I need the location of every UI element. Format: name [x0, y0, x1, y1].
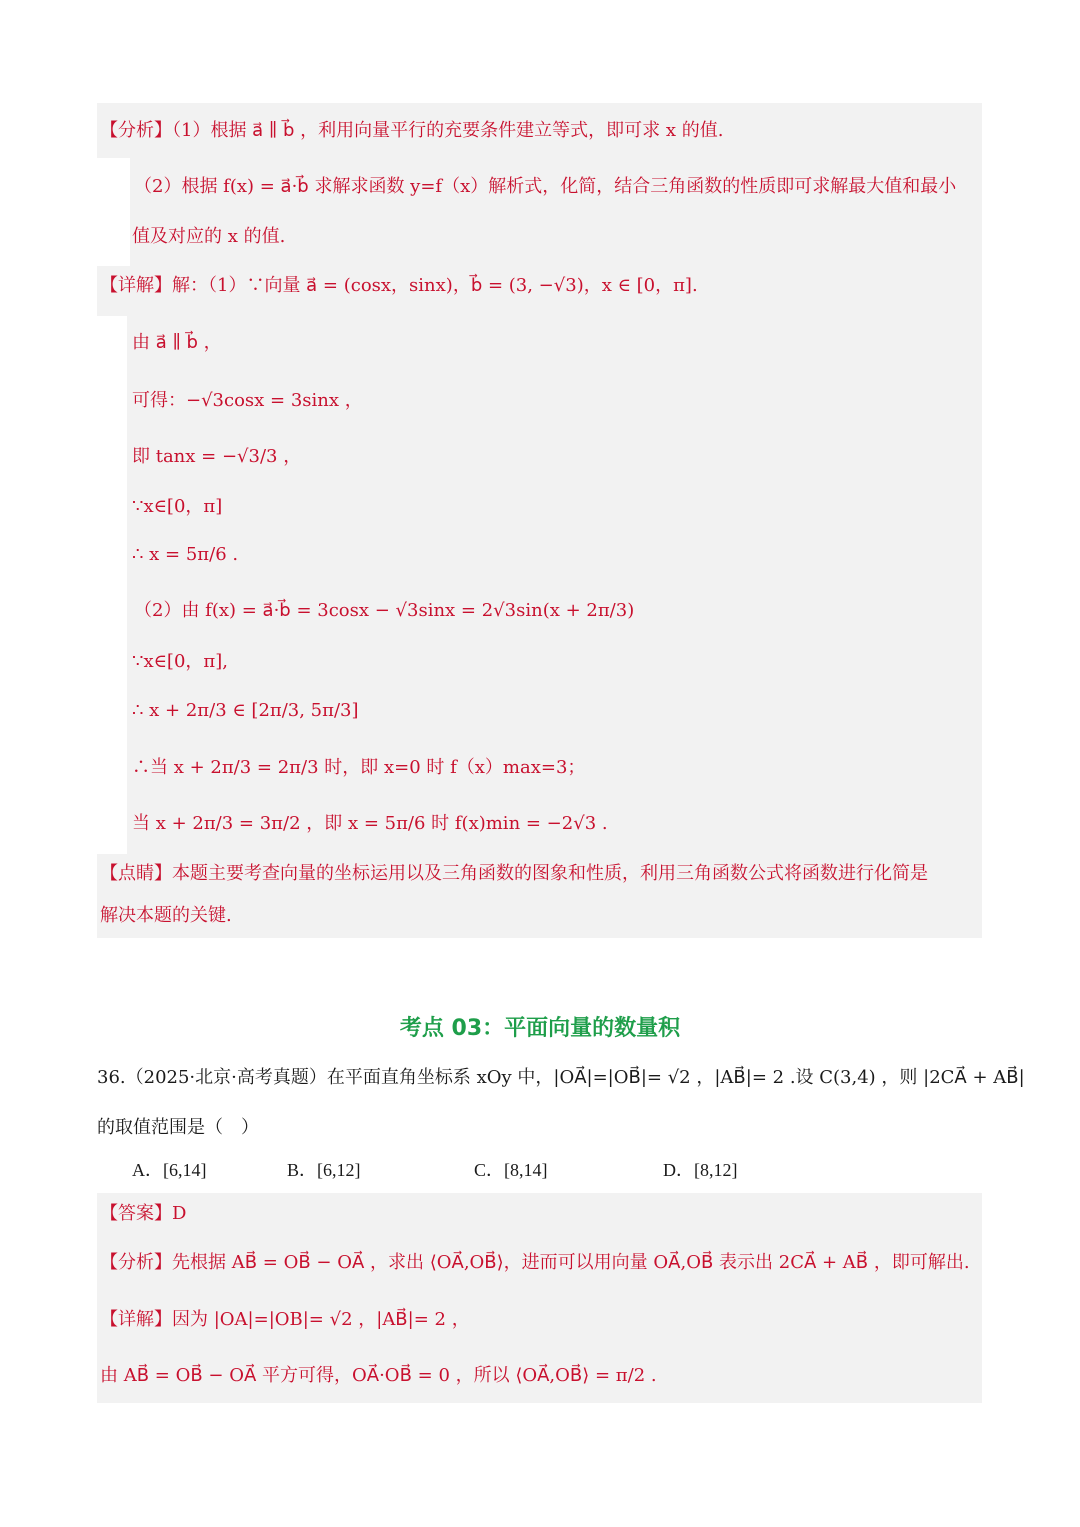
solution-step-3: 即 tanx = −√3/3 ，: [132, 446, 302, 467]
question-stem-line-1: [97, 1069, 1025, 1087]
analysis-line-2: （2）根据 f(x) = a⃗·b⃗ 求解求函数 y=f（x）解析式，化简，结合三角函数的性质即可求解最大值和最小: [134, 176, 957, 197]
comment-line-1: 【点睛】本题主要考查向量的坐标运用以及三角函数的图象和性质，利用三角函数公式将函数进行化简是: [100, 863, 928, 884]
solution-step-5: ∴ x = 5π/6 .: [132, 544, 239, 565]
detail-line-1: 【详解】解：（1）∵向量 a⃗ = (cosx，sinx)，b⃗ = (3, −√3)，x ∈ [0，π].: [100, 275, 698, 296]
solution-step-7: ∵x∈[0，π],: [132, 651, 228, 672]
option-a[interactable]: A．[6,14]: [132, 1160, 207, 1180]
detail2-line-1: 【详解】因为 |OA|=|OB|= √2 ，|AB⃗|= 2 ，: [100, 1309, 470, 1330]
analysis-line-3: 值及对应的 x 的值.: [132, 226, 286, 247]
question-stem-line-2: 的取值范围是（ ）: [97, 1117, 259, 1138]
solution-step-10: 当 x + 2π/3 = 3π/2 ，即 x = 5π/6 时 f(x)min = −2√3 .: [132, 813, 608, 834]
option-c[interactable]: C．[8,14]: [474, 1160, 548, 1180]
question-stem: 36.（2025·北京·高考真题）在平面直角坐标系 xOy 中，|OA⃗|=|OB⃗|= √2 ，|AB⃗|= 2 .设 C(3,4) ，则 |2CA⃗ + AB⃗|: [97, 1067, 1025, 1088]
solution-step-2: 可得：−√3cosx = 3sinx ，: [132, 390, 363, 411]
solution-step-6: （2）由 f(x) = a⃗·b⃗ = 3cosx − √3sinx = 2√3sin(x + 2π/3): [134, 600, 635, 621]
solution-step-4: ∵x∈[0，π]: [132, 496, 223, 517]
solution-step-1: 由 a⃗ ∥ b⃗ ，: [132, 332, 222, 353]
section-title: 考点 03：平面向量的数量积: [399, 1016, 681, 1041]
detail2-line-2: 由 AB⃗ = OB⃗ − OA⃗ 平方可得，OA⃗·OB⃗ = 0 ，所以 ⟨OA⃗,OB⃗⟩ = π/2 .: [100, 1365, 657, 1386]
analysis2-line: 【分析】先根据 AB⃗ = OB⃗ − OA⃗ ，求出 ⟨OA⃗,OB⃗⟩，进而可以用向量 OA⃗,OB⃗ 表示出 2CA⃗ + AB⃗ ，即可解出.: [100, 1252, 970, 1273]
option-d[interactable]: D．[8,12]: [663, 1160, 738, 1180]
analysis-panel-continued: [130, 158, 982, 266]
solution-step-8: ∴ x + 2π/3 ∈ [2π/3, 5π/3]: [132, 700, 359, 721]
option-b[interactable]: B．[6,12]: [287, 1160, 361, 1180]
analysis-line-1: 【分析】（1）根据 a⃗ ∥ b⃗ ，利用向量平行的充要条件建立等式，即可求 x 的值.: [100, 120, 724, 141]
answer-line: 【答案】D: [100, 1203, 187, 1224]
solution-step-9: ∴当 x + 2π/3 = 2π/3 时，即 x=0 时 f（x）max=3；: [132, 757, 586, 778]
comment-line-2: 解决本题的关键.: [100, 905, 232, 926]
